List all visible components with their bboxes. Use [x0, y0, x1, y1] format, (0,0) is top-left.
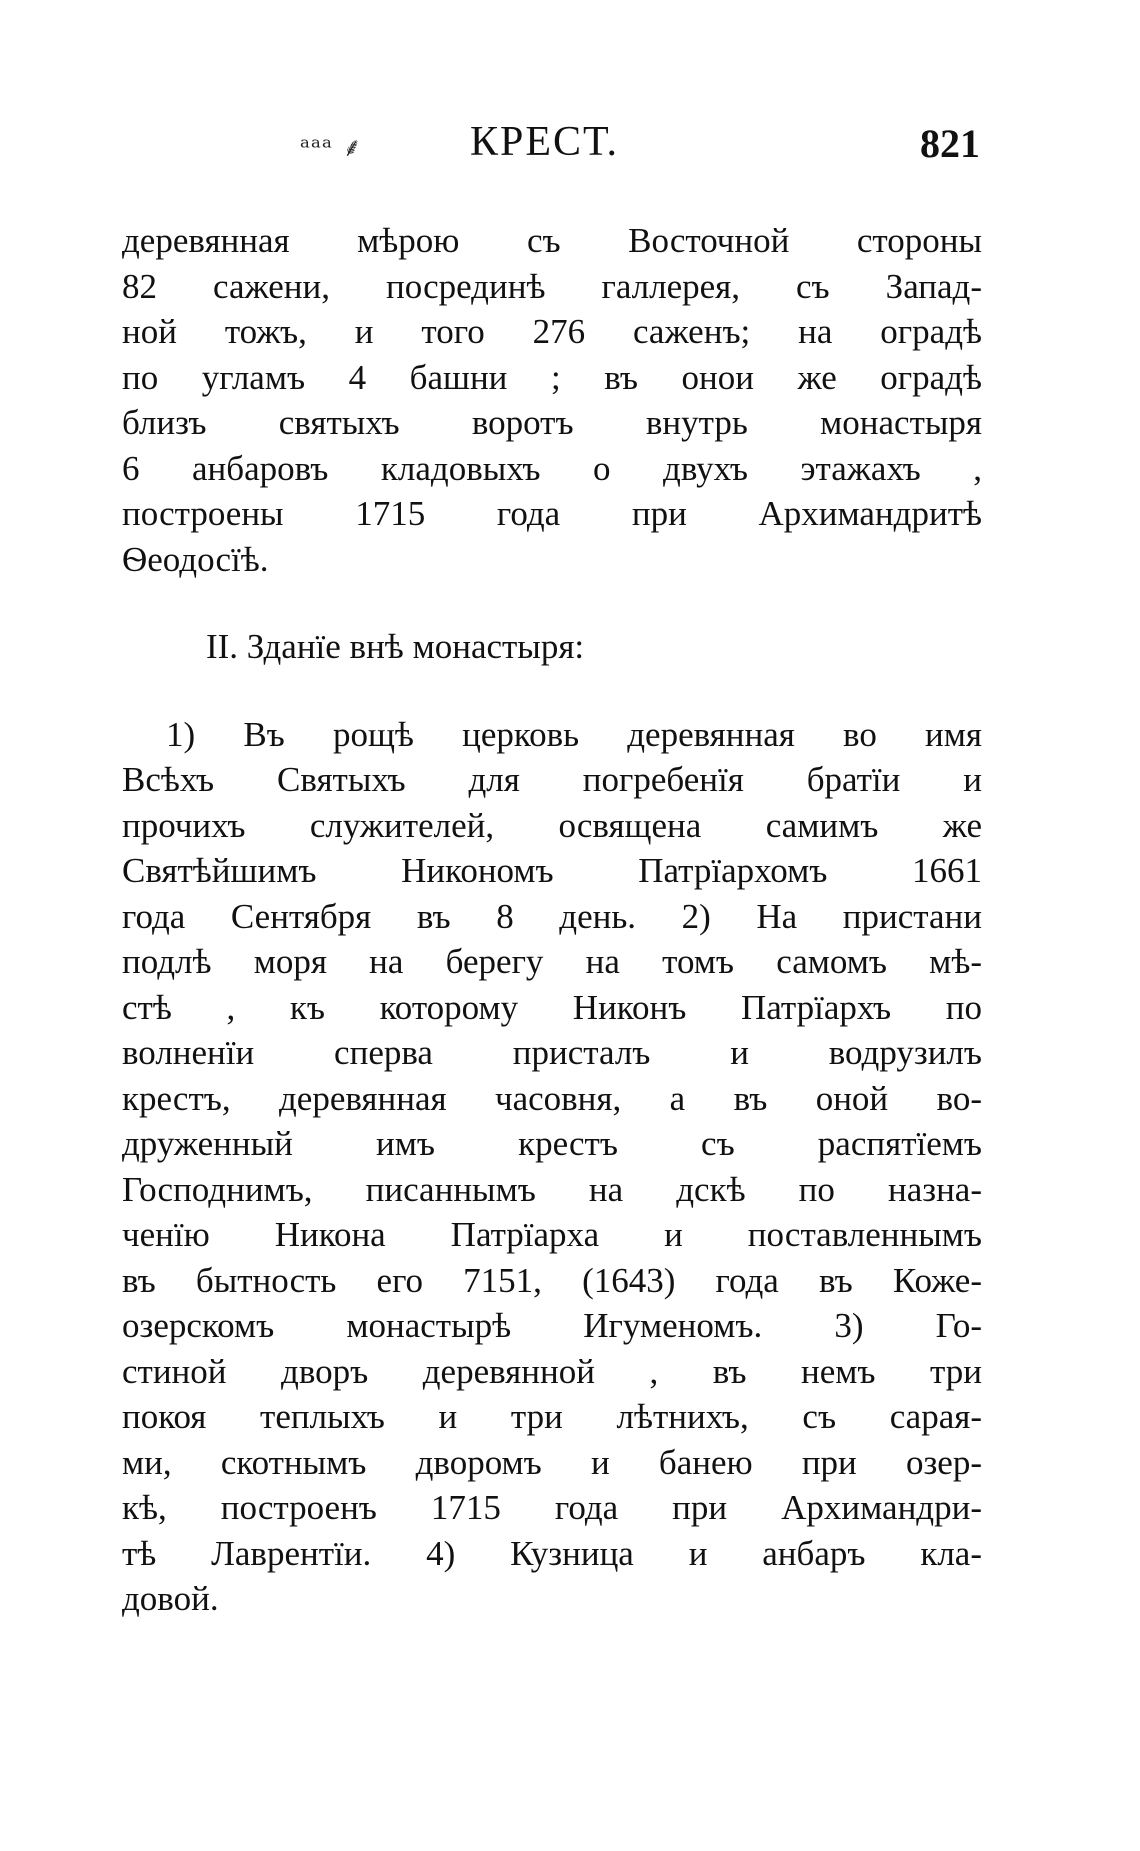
running-head: КРЕСТ.	[470, 119, 619, 165]
text-line: волненїи сперва присталъ и водрузилъ	[122, 1033, 982, 1072]
text-line: Ѳеодосїѣ.	[122, 539, 269, 579]
text-line: ченїю Никона Патрїарха и поставленнымъ	[122, 1215, 982, 1254]
text-line: кѣ, построенъ 1715 года при Архимандри-	[122, 1488, 982, 1527]
text-line: 82 сажени, посрединѣ галлерея, съ Запад-	[122, 266, 982, 306]
paragraph-gap	[122, 582, 982, 624]
text-line: построены 1715 года при Архимандритѣ	[122, 494, 982, 533]
text-line: близъ святыхъ воротъ внутрь монастыря	[122, 403, 982, 442]
section-heading: II. Зданїе внѣ монастыря:	[206, 627, 585, 666]
text-line: 6 анбаровъ кладовыхъ о двухъ этажахъ ,	[122, 448, 982, 488]
page-number: 821	[920, 121, 980, 166]
header-ornament: ᵃᵃᵃ ⸙	[300, 133, 363, 163]
text-line: ной тожъ, и того 276 саженъ; на оградѣ	[122, 312, 982, 351]
paragraph-2	[122, 712, 982, 1622]
paragraph-gap	[122, 670, 982, 712]
text-line: крестъ, деревянная часовня, а въ оной во-	[122, 1078, 982, 1118]
text-line: 1) Въ рощѣ церковь деревянная во имя	[166, 714, 982, 754]
text-line: въ бытность его 7151, (1643) года въ Коже-	[122, 1260, 982, 1300]
text-line: стѣ , къ которому Никонъ Патрїархъ по	[122, 987, 982, 1027]
text-line: подлѣ моря на берегу на томъ самомъ мѣ-	[122, 942, 982, 981]
text-line: деревянная мѣрою съ Восточной стороны	[122, 221, 982, 260]
text-line: покоя теплыхъ и три лѣтнихъ, съ сарая-	[122, 1397, 982, 1436]
text-line: довой.	[122, 1579, 219, 1618]
body-text	[122, 218, 982, 1622]
text-line: Святѣйшимъ Никономъ Патрїархомъ 1661	[122, 851, 982, 890]
text-line: года Сентября въ 8 день. 2) На пристани	[122, 896, 982, 936]
text-line: прочихъ служителей, освящена самимъ же	[122, 805, 982, 845]
text-line: стиной дворъ деревянной , въ немъ три	[122, 1351, 982, 1391]
page-header	[120, 118, 980, 178]
text-line: Господнимъ, писаннымъ на дскѣ по назна-	[122, 1169, 982, 1209]
text-line: ми, скотнымъ дворомъ и банею при озер-	[122, 1442, 982, 1482]
text-line: тѣ Лаврентїи. 4) Кузница и анбаръ кла-	[122, 1533, 982, 1573]
paragraph-1	[122, 218, 982, 582]
text-line: озерскомъ монастырѣ Игуменомъ. 3) Го-	[122, 1306, 982, 1345]
text-line: по угламъ 4 башни ; въ онои же оградѣ	[122, 357, 982, 397]
text-line: друженный имъ крестъ съ распятїемъ	[122, 1124, 982, 1163]
text-line: Всѣхъ Святыхъ для погребенїя братїи и	[122, 760, 982, 799]
